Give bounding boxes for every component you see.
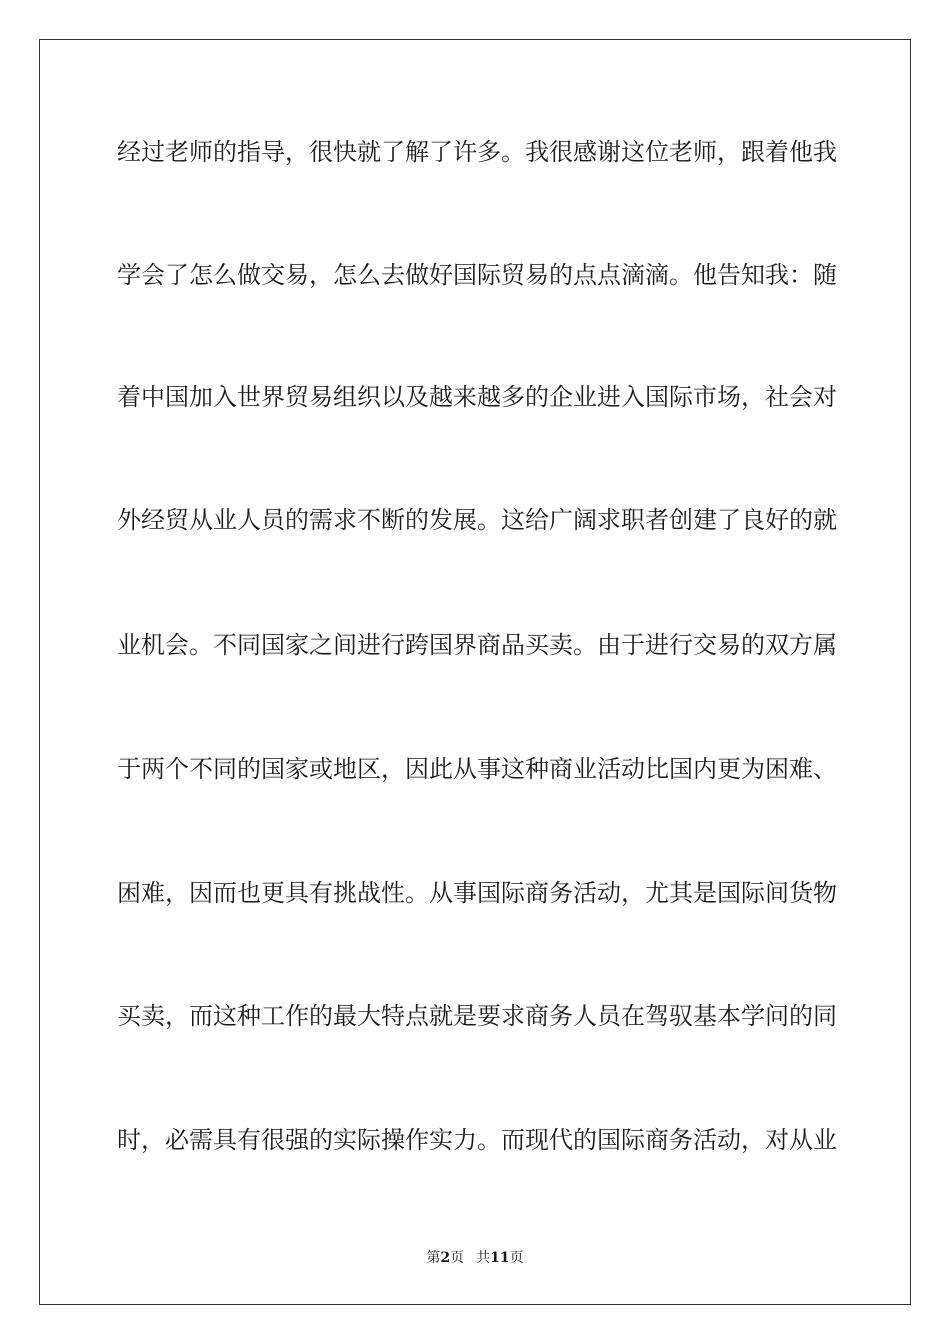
total-prefix: 共 [476,1250,491,1266]
text-line: 业机会。不同国家之间进行跨国界商品买卖。由于进行交易的双方属 [117,631,837,659]
text-line: 困难，因而也更具有挑战性。从事国际商务活动，尤其是国际间货物 [117,879,837,907]
text-line: 时，必需具有很强的实际操作实力。而现代的国际商务活动，对从业 [117,1126,837,1154]
text-line: 买卖，而这种工作的最大特点就是要求商务人员在驾驭基本学问的同 [117,1002,837,1030]
text-line: 学会了怎么做交易，怎么去做好国际贸易的点点滴滴。他告知我：随 [117,261,837,289]
page-suffix: 页 [450,1250,465,1266]
page-number: 2 [440,1250,451,1266]
text-line: 外经贸从业人员的需求不断的发展。这给广阔求职者创建了良好的就 [117,506,837,534]
page-border [39,39,911,1305]
total-pages: 11 [490,1250,510,1266]
total-suffix: 页 [509,1250,524,1266]
text-line: 于两个不同的国家或地区，因此从事这种商业活动比国内更为困难、 [117,755,837,783]
text-line: 经过老师的指导，很快就了解了许多。我很感谢这位老师，跟着他我 [117,138,837,166]
page-prefix: 第 [426,1250,441,1266]
page-footer [0,1248,950,1268]
text-line: 着中国加入世界贸易组织以及越来越多的企业进入国际市场，社会对 [117,383,837,411]
